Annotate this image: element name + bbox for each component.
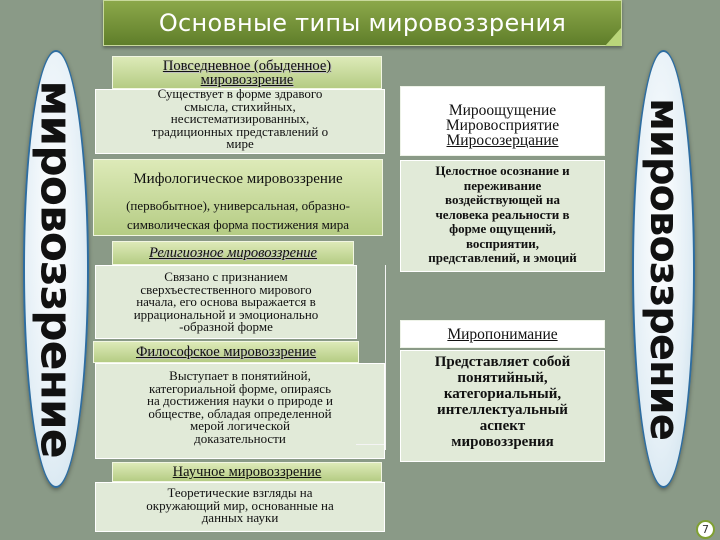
worldfeeling-text-line: Целостное осознание и xyxy=(435,163,570,178)
understanding-text-line: категориальный, xyxy=(443,386,562,402)
scientific-text-line: окружающий мир, основанные на xyxy=(146,497,334,513)
scientific-heading-text: Научное мировоззрение xyxy=(172,464,322,480)
philosophical-text-line: Выступает в понятийной, xyxy=(169,368,311,383)
scientific-text-line: данных науки xyxy=(201,510,279,525)
understanding-text-line: Представляет собой xyxy=(434,354,571,370)
understanding-text-line: аспект xyxy=(479,418,526,434)
religious-text-line: иррациональной и эмоционально xyxy=(133,306,319,322)
mythological-text-line: символическая форма постижения мира xyxy=(126,217,350,232)
worldfeeling-line: Мировосприятие xyxy=(445,117,560,134)
slide-number: 7 xyxy=(696,520,715,539)
worldfeeling-text xyxy=(400,164,605,266)
worldfeeling-lines xyxy=(400,103,605,148)
connector-line xyxy=(385,265,386,450)
worldfeeling-line: Мироощущение xyxy=(448,102,557,119)
philosophical-text-line: на достижения науки о природе и xyxy=(146,393,334,408)
worldfeeling-text-line: переживание xyxy=(463,177,542,193)
worldfeeling-text-line: восприятии, xyxy=(465,235,540,251)
religious-text-line: -образной форме xyxy=(179,319,273,334)
everyday-text xyxy=(95,88,385,151)
philosophical-text-line: доказательности xyxy=(194,430,286,446)
worldfeeling-text-line: человека реальности в xyxy=(435,206,570,222)
philosophical-text-line: мерой логической xyxy=(190,418,290,433)
left-side-word: мировоззрение xyxy=(30,80,82,458)
left-side-oval xyxy=(23,50,89,488)
religious-text-line: Связано с признанием xyxy=(164,269,288,284)
mythological-text xyxy=(93,196,383,234)
title-corner-decoration xyxy=(605,28,621,46)
scientific-text xyxy=(95,487,385,525)
worldfeeling-text-line: представлений, и эмоций xyxy=(428,250,577,265)
everyday-text-line: смысла, стихийных, xyxy=(184,98,296,114)
philosophical-text-line: категориальной форме, опираясь xyxy=(148,380,332,396)
scientific-heading xyxy=(112,465,382,479)
worldfeeling-text-line: воздействующей на xyxy=(445,192,560,207)
everyday-text-line: мире xyxy=(226,136,254,151)
worldfeeling-text-line: форме ощущений, xyxy=(449,221,556,236)
worldfeeling-line: Миросозерцание xyxy=(446,132,559,149)
everyday-text-line: традиционных представлений о xyxy=(151,123,329,139)
everyday-text-line: Существует в форме здравого xyxy=(157,86,323,101)
scientific-text-line: Теоретические взгляды на xyxy=(167,485,313,500)
understanding-text-line: интеллектуальный xyxy=(437,402,568,418)
everyday-heading-line2: мировоззрение xyxy=(200,72,294,88)
religious-heading: Религиозное мировоззрение xyxy=(149,245,317,261)
understanding-heading: Миропонимание xyxy=(447,326,558,343)
mythological-text-line: (первобытное), универсальная, образно- xyxy=(126,198,350,213)
religious-text xyxy=(95,271,357,334)
religious-text-line: начала, его основа выражается в xyxy=(136,294,316,309)
philosophical-heading: Философское мировоззрение xyxy=(135,344,317,360)
mythological-heading: Мифологическое мировоззрение xyxy=(133,171,343,187)
philosophical-text xyxy=(95,370,385,445)
understanding-text-line: мировоззрения xyxy=(451,434,554,450)
everyday-text-line: несистематизированных, xyxy=(170,111,310,126)
page-title: Основные типы мировоззрения xyxy=(103,0,622,46)
right-side-word: мировоззрение xyxy=(640,98,687,440)
everyday-heading xyxy=(112,59,382,87)
connector-line xyxy=(356,444,384,445)
understanding-text-line: понятийный, xyxy=(457,370,548,386)
religious-text-line: сверхъестественного мирового xyxy=(140,281,312,297)
everyday-heading-line1: Повседневное (обыденное) xyxy=(162,58,332,74)
right-side-oval xyxy=(632,50,695,488)
philosophical-text-line: обществе, обладая определенной xyxy=(148,405,332,421)
understanding-text xyxy=(400,354,605,450)
